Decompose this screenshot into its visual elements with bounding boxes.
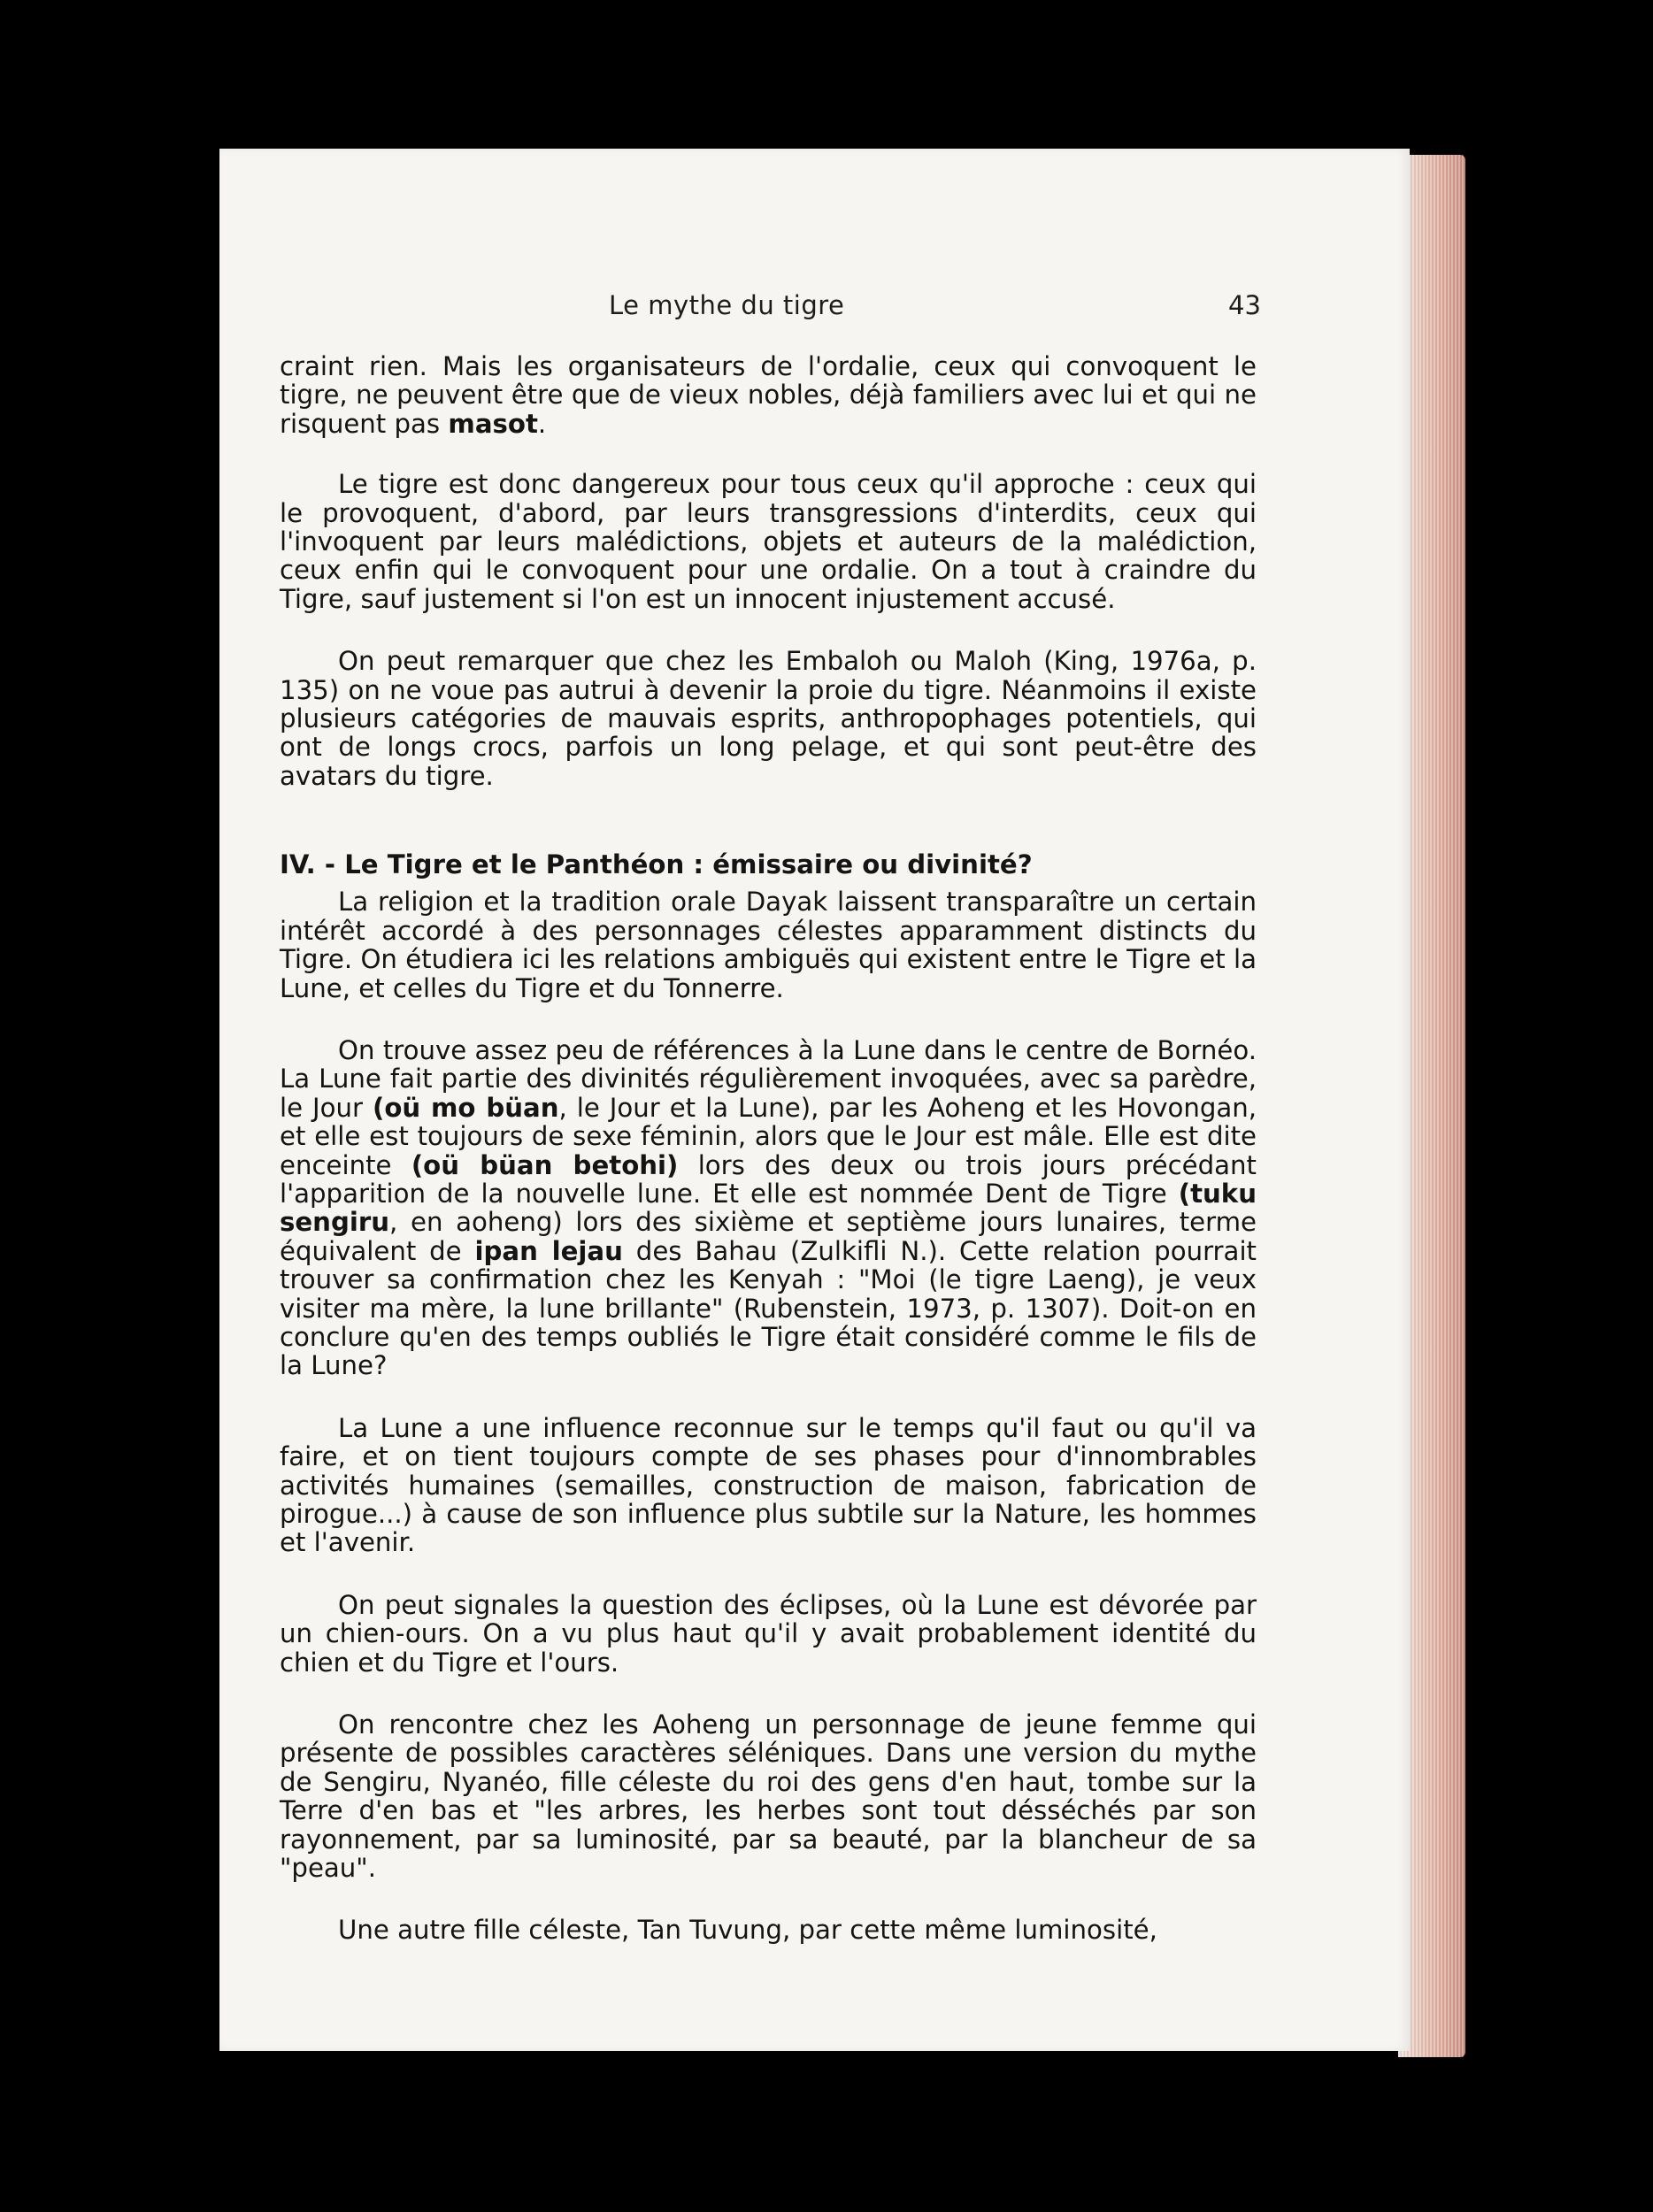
paragraph-5-text-d: , en aoheng) lors des sixième et septième jours lunaires, terme équivalent de [280, 1207, 1257, 1266]
term-tuku-sengiru: (tuku sengiru [280, 1178, 1257, 1238]
term-masot: masot [448, 408, 538, 439]
term-ou-buan-betohi: (oü büan betohi) [411, 1149, 679, 1180]
term-ou-mo-buan: (oü mo büan [372, 1092, 559, 1123]
paragraph-3 [280, 647, 1257, 790]
paragraph-1-text-a: craint rien. Mais les organisateurs de l'ordalie, ceux qui convoquent le tigre, ne peuvent être que de vieux nobles, déjà familiers avec lui et qui ne risquent pas [280, 351, 1257, 439]
paragraph-1 [280, 352, 1257, 438]
paragraph-4 [280, 887, 1257, 1002]
paragraph-1-text-b: . [537, 408, 547, 439]
term-ipan-lejau: ipan lejau [474, 1235, 623, 1266]
paragraph-8 [280, 1710, 1257, 1882]
paragraph-9 [280, 1916, 1257, 1944]
paragraph-4-text: La religion et la tradition orale Dayak laissent transparaître un certain intérêt accordé à des personnages célestes apparamment distincts du Tigre. On étudiera ici les relations ambiguës qui existent entre le Tigre et la Lune, et celles du Tigre et du Tonnerre. [280, 887, 1257, 1003]
paragraph-5 [280, 1036, 1257, 1380]
paragraph-5-text-b: , le Jour et la Lune), par les Aoheng et les Hovongan, et elle est toujours de sexe féminin, alors que le Jour est mâle. Elle est dite enceinte [280, 1092, 1257, 1180]
paragraph-2-text: Le tigre est donc dangereux pour tous ceux qu'il approche : ceux qui le provoquent, d'abord, par leurs transgressions d'interdits, ceux qui l'invoquent par leurs malédictions, objets et auteurs de la malédiction, ceux enfin qui le convoquent pour une ordalie. On a tout à craindre du Tigre, sauf justement si l'on est un innocent injustement accusé. [280, 469, 1257, 614]
running-head [219, 290, 1410, 326]
paragraph-5-text-c: lors des deux ou trois jours précédant l'apparition de la nouvelle lune. Et elle est nommée Dent de Tigre [280, 1149, 1257, 1209]
paragraph-5-text-a: On trouve assez peu de références à la Lune dans le centre de Bornéo. La Lune fait partie des divinités régulièrement invoquées, avec sa parèdre, le Jour [280, 1034, 1257, 1123]
paragraph-2 [280, 470, 1257, 613]
book-page [219, 149, 1410, 2051]
paragraph-5-text-e: des Bahau (Zulkifli N.). Cette relation pourrait trouver sa confirmation chez les Kenyah : "Moi (le tigre Laeng), je veux visiter ma mère, la lune brillante" (Rubenstein, 1973, p. 1307). Doit-on en conclure qu'en des temps oubliés le Tigre était considéré comme le fils de la Lune? [280, 1235, 1257, 1381]
paragraph-7-text: On peut signales la question des éclipses, où la Lune est dévorée par un chien-ours. On a vu plus haut qu'il y avait probablement identité du chien et du Tigre et l'ours. [280, 1589, 1257, 1678]
section-heading: IV. - Le Tigre et le Panthéon : émissaire ou divinité? [280, 849, 1033, 880]
paragraph-8-text: On rencontre chez les Aoheng un personnage de jeune femme qui présente de possibles caractères séléniques. Dans une version du mythe de Sengiru, Nyanéo, fille céleste du roi des gens d'en haut, tombe sur la Terre d'en bas et "les arbres, les herbes sont tout désséchés par son rayonnement, par sa luminosité, par sa beauté, par la blancheur de sa "peau". [280, 1709, 1257, 1884]
body-text [280, 352, 1257, 1978]
paragraph-7 [280, 1591, 1257, 1677]
paragraph-6 [280, 1414, 1257, 1557]
paragraph-9-text: Une autre fille céleste, Tan Tuvung, par cette même luminosité, [338, 1915, 1157, 1946]
paragraph-3-text: On peut remarquer que chez les Embaloh ou Maloh (King, 1976a, p. 135) on ne voue pas autrui à devenir la proie du tigre. Néanmoins il existe plusieurs catégories de mauvais esprits, anthropophages potentiels, qui ont de longs crocs, parfois un long pelage, et qui sont peut-être des avatars du tigre. [280, 646, 1257, 791]
page-number: 43 [1228, 290, 1261, 320]
paragraph-6-text: La Lune a une influence reconnue sur le temps qu'il faut ou qu'il va faire, et on tient toujours compte de ses phases pour d'innombrables activités humaines (semailles, construction de maison, fabrication de pirogue...) à cause de son influence plus subtile sur la Nature, les hommes et l'avenir. [280, 1412, 1257, 1558]
running-title: Le mythe du tigre [609, 290, 845, 320]
